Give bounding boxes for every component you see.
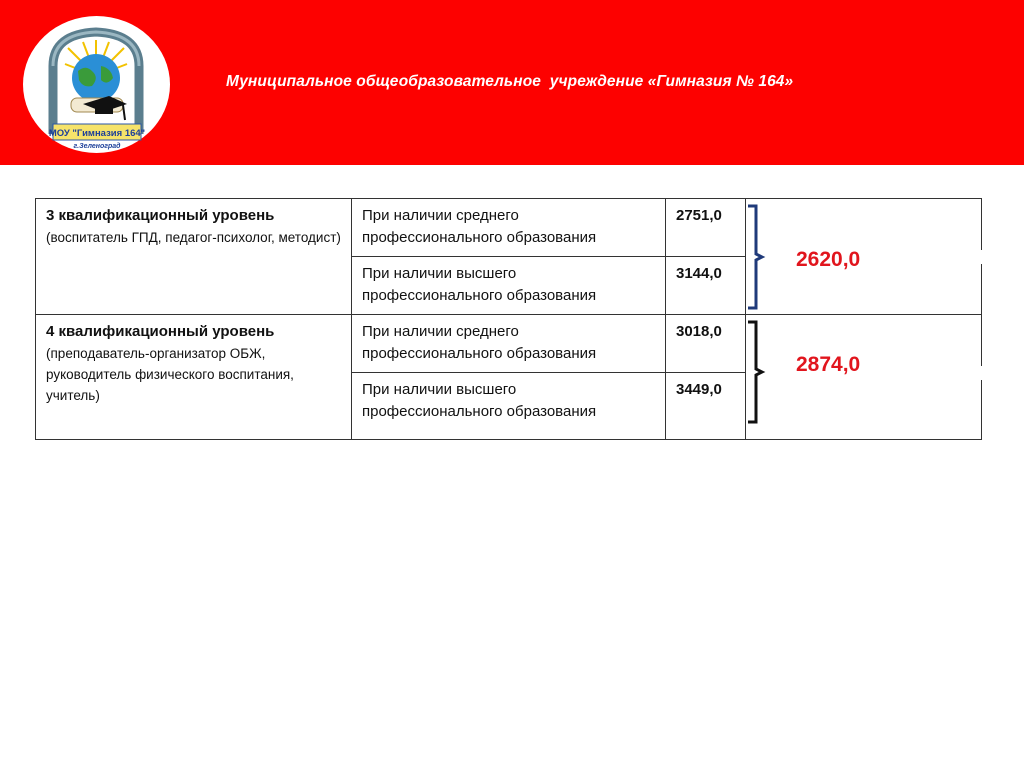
border-gap	[978, 366, 982, 380]
brace-group-4	[708, 320, 768, 424]
page-title: Муниципальное общеобразовательное учреждение «Гимназия № 164»	[226, 73, 794, 90]
value-cell: 3018,0	[666, 315, 746, 373]
logo-label: МОУ "Гимназия 164"	[48, 128, 146, 139]
level-roles: (преподаватель-организатор ОБЖ, руководитель физического воспитания, учитель)	[46, 346, 294, 403]
level-cell	[36, 315, 352, 440]
school-emblem-icon	[23, 16, 170, 153]
brace-group-3	[708, 204, 768, 310]
value-cell: 2751,0	[666, 199, 746, 257]
total-cell	[746, 315, 982, 440]
header-banner	[0, 0, 1024, 165]
brace-4-shape	[748, 322, 762, 422]
level-title: 3 квалификационный уровень	[46, 207, 275, 224]
level-cell	[36, 199, 352, 315]
border-gap	[978, 250, 982, 264]
condition-cell: При наличии среднего профессионального образования	[352, 199, 666, 257]
total-value-level-3: 2620,0	[796, 248, 861, 271]
qualification-table	[35, 198, 982, 440]
logo-city: г.Зеленоград	[73, 143, 121, 150]
value-cell: 3144,0	[666, 257, 746, 315]
level-roles: (воспитатель ГПД, педагог-психолог, методист)	[46, 230, 341, 245]
brace-3-shape	[748, 206, 762, 308]
condition-cell: При наличии среднего профессионального образования	[352, 315, 666, 373]
condition-cell: При наличии высшего профессионального образования	[352, 373, 666, 440]
value-cell: 3449,0	[666, 373, 746, 440]
condition-cell: При наличии высшего профессионального образования	[352, 257, 666, 315]
level-title: 4 квалификационный уровень	[46, 323, 275, 340]
total-cell	[746, 199, 982, 315]
school-logo	[23, 16, 170, 153]
total-value-level-4: 2874,0	[796, 353, 861, 376]
